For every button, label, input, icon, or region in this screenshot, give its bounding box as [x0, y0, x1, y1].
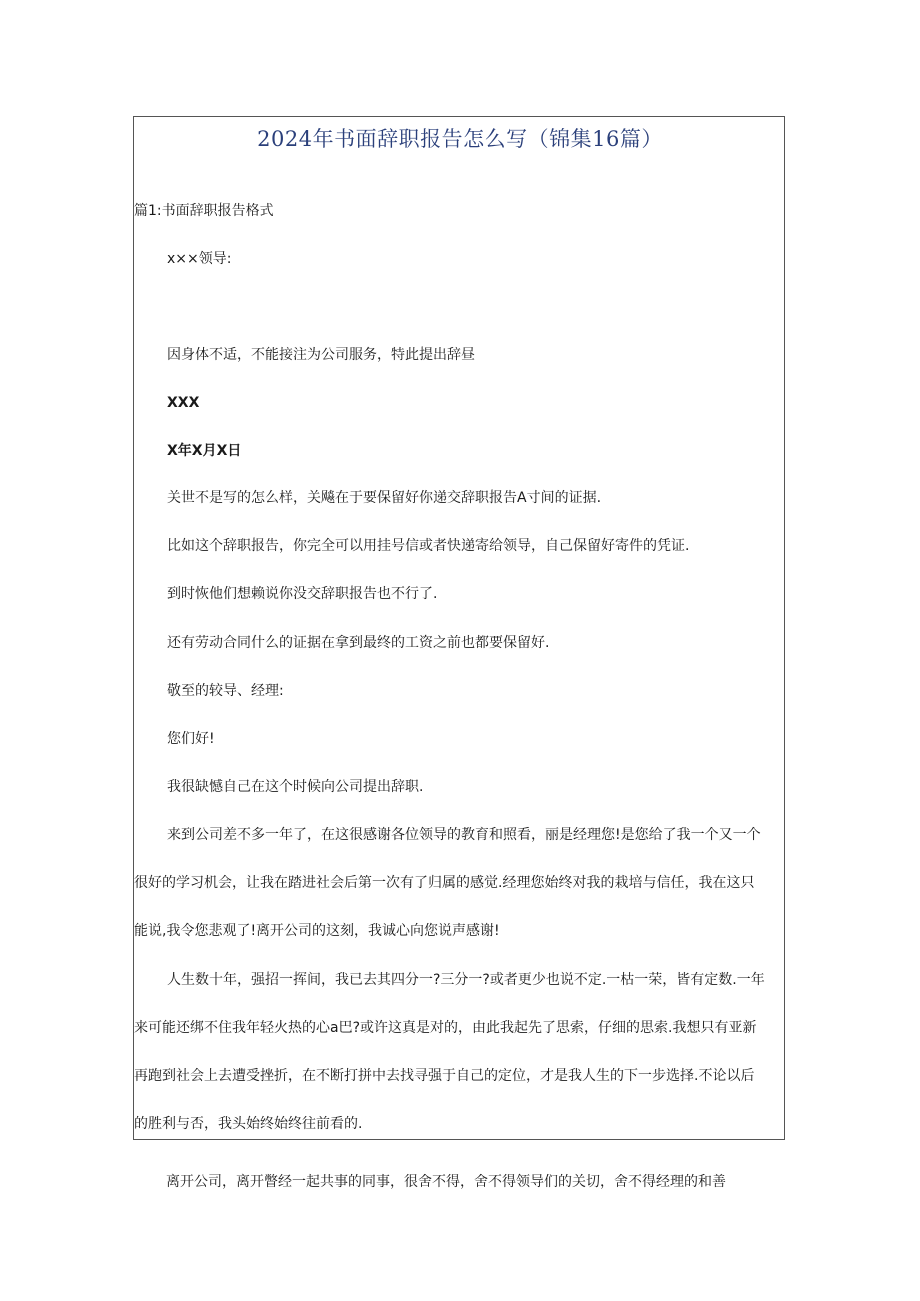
paragraph-line: 能说,我令您悲观了!离开公司的这刻，我诚心向您说声感谢!	[134, 923, 500, 939]
body-line: 关世不是写的怎么样，关飚在于要保留好你递交辞职报告A寸间的证据.	[167, 490, 602, 506]
body-line: 因身体不适，不能接注为公司服务，特此提出辞昼	[167, 347, 475, 363]
salutation: x××领导:	[167, 251, 232, 267]
section-heading: 篇1:书面辞职报告格式	[134, 203, 274, 219]
signature-name: XXX	[167, 395, 200, 411]
paragraph-line: 很好的学习机会，让我在踏进社会后第一次有了归属的感觉.经理您始终对我的栽培与信任，我在这只	[134, 875, 755, 891]
body-line: 还有劳动合同什么的证据在拿到最终的工资之前也都要保留好.	[167, 635, 550, 651]
paragraph-line: 来到公司差不多一年了，在这很感谢各位领导的教育和照看，丽是经理您!是您给了我一个又一个	[167, 827, 761, 843]
signature-date: X年X月X日	[167, 443, 242, 459]
document-title: 2024年书面辞职报告怎么写（锦集16篇）	[257, 127, 663, 151]
body-line: 我很缺憾自己在这个时候向公司提出辞职.	[167, 779, 424, 795]
paragraph-line: 再跑到社会上去遭受挫折，在不断打拼中去找寻强于自己的定位，才是我人生的下一步选择.不论以后	[134, 1068, 755, 1084]
paragraph-line: 人生数十年，强招一挥间，我已去其四分一?三分一?或者更少也说不定.一枯一荣，皆有定数.一年	[167, 972, 765, 988]
document-frame	[133, 116, 785, 1140]
salutation-2: 敬至的较导、经理:	[167, 683, 284, 699]
paragraph-line: 来可能还绑不住我年轻火热的心a巴?或许这真是对的，由此我起先了思索，仔细的思索.我想只有亚新	[134, 1020, 757, 1036]
greeting: 您们好!	[167, 731, 215, 747]
continuation-line: 离开公司，离开瞥经一起共事的同事，很舍不得，舍不得领导们的关切，舍不得经理的和善	[166, 1174, 726, 1190]
body-line: 比如这个辞职报告，你完全可以用挂号信或者快递寄给领导，自己保留好寄件的凭证.	[167, 538, 690, 554]
paragraph-line: 的胜利与否，我头始终始终往前看的.	[134, 1116, 363, 1132]
body-line: 到时恢他们想赖说你没交辞职报告也不行了.	[167, 586, 438, 602]
